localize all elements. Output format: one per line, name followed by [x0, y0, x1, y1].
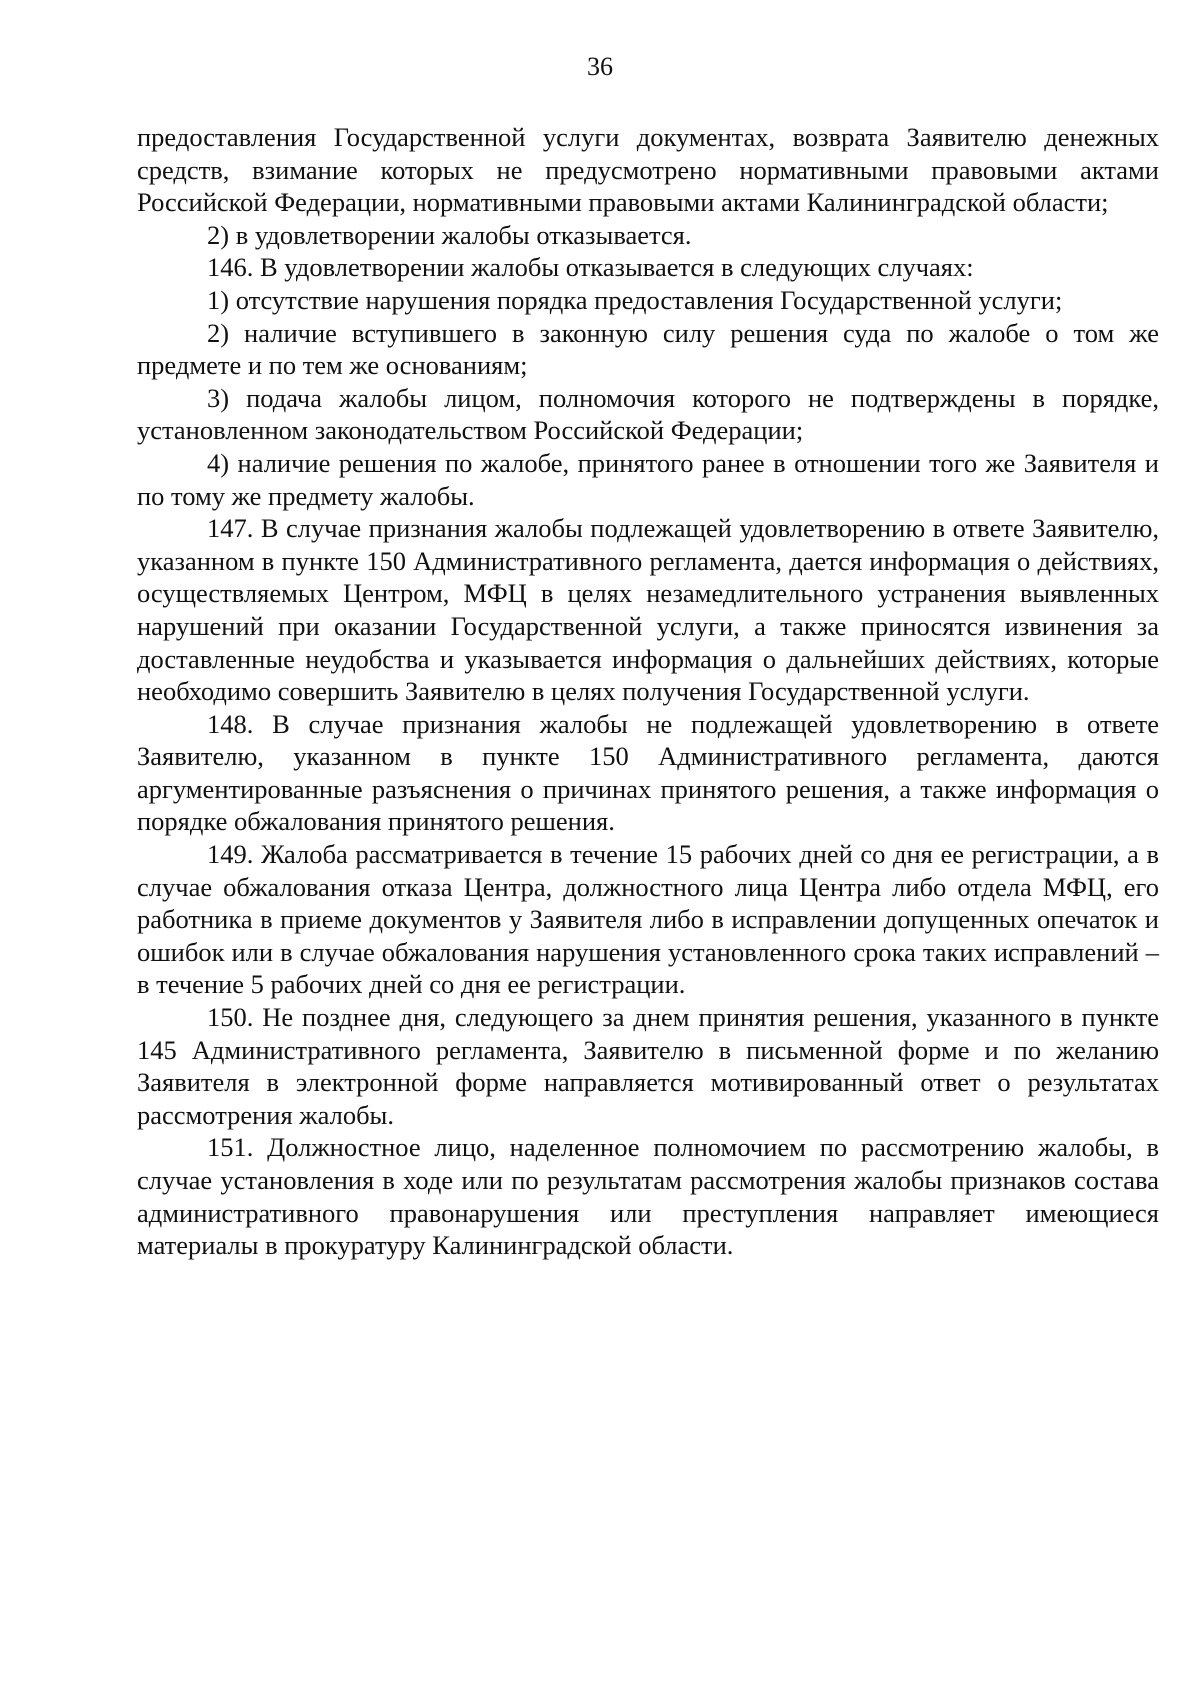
paragraph-150: 150. Не позднее дня, следующего за днем принятия решения, указанного в пункте 145 Административного регламента, Заявителю в письменной форме и по желанию Заявителя в электронной форме направляется мотивированный ответ о результатах рассмотрения жалобы. [137, 1002, 1159, 1130]
paragraph-146-item-2: 2) наличие вступившего в законную силу решения суда по жалобе о том же предмете и по тем же основаниям; [137, 317, 1159, 381]
paragraph-item-2-refuse: 2) в удовлетворении жалобы отказывается. [207, 219, 692, 250]
paragraph-146: 146. В удовлетворении жалобы отказывается в следующих случаях: [207, 252, 974, 283]
page-number: 36 [587, 52, 613, 81]
document-body [137, 121, 1159, 1262]
paragraph-149: 149. Жалоба рассматривается в течение 15 рабочих дней со дня ее регистрации, а в случае обжалования отказа Центра, должностного лица Центра либо отдела МФЦ, его работника в приеме документов у Заявителя либо в исправлении допущенных опечаток и ошибок или в случае обжалования нарушения установленного срока таких исправлений – в течение 5 рабочих дней со дня ее регистрации. [137, 839, 1159, 1000]
paragraph-146-item-4: 4) наличие решения по жалобе, принятого ранее в отношении того же Заявителя и по тому же предмету жалобы. [137, 447, 1159, 511]
paragraph-continuation: предоставления Государственной услуги документах, возврата Заявителю денежных средств, взимание которых не предусмотрено нормативными правовыми актами Российской Федерации, нормативными правовыми актами Калининградской области; [137, 122, 1159, 218]
paragraph-147: 147. В случае признания жалобы подлежащей удовлетворению в ответе Заявителю, указанном в пункте 150 Административного регламента, дается информация о действиях, осуществляемых Центром, МФЦ в целях незамедлительного устранения выявленных нарушений при оказании Государственной услуги, а также приносятся извинения за доставленные неудобства и указывается информация о дальнейших действиях, которые необходимо совершить Заявителю в целях получения Государственной услуги. [137, 513, 1159, 707]
paragraph-148: 148. В случае признания жалобы не подлежащей удовлетворению в ответе Заявителю, указанном в пункте 150 Административного регламента, даются аргументированные разъяснения о причинах принятого решения, а также информация о порядке обжалования принятого решения. [137, 708, 1159, 837]
paragraph-151: 151. Должностное лицо, наделенное полномочием по рассмотрению жалобы, в случае установления в ходе или по результатам рассмотрения жалобы признаков состава административного правонарушения или преступления направляет имеющиеся материалы в прокуратуру Калининградской области. [137, 1132, 1159, 1261]
paragraph-146-item-3: 3) подача жалобы лицом, полномочия которого не подтверждены в порядке, установленном законодательством Российской Федерации; [137, 382, 1159, 446]
paragraph-146-item-1: 1) отсутствие нарушения порядка предоставления Государственной услуги; [207, 284, 1063, 315]
